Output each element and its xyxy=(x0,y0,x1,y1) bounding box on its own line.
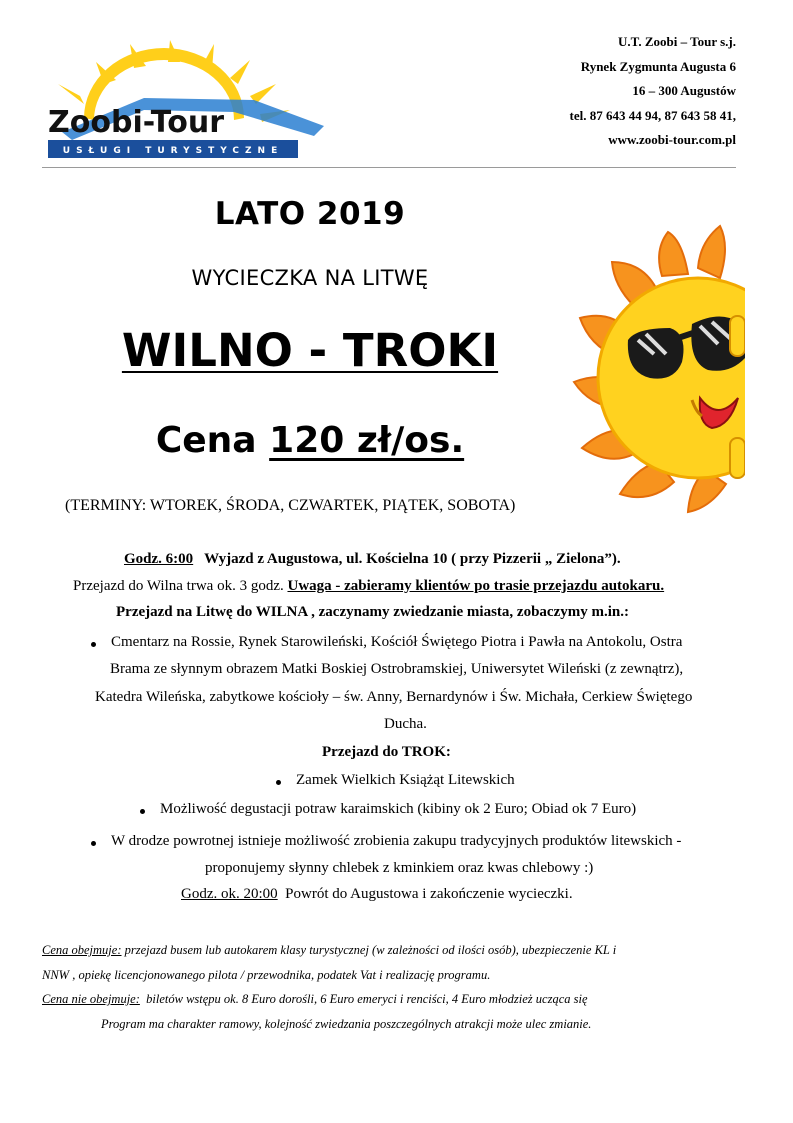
price-includes-line-1 xyxy=(42,943,616,958)
shopping-line-2: proponujemy słynny chlebek z kminkiem oraz kwas chlebowy :) xyxy=(205,860,594,876)
logo-subtext: USŁUGI TURYSTYCZNE xyxy=(62,146,284,156)
vilnius-sights-line-1: Cmentarz na Rossie, Rynek Starowileński, Kościół Świętego Piotra i Pawła na Antokolu, Ostra xyxy=(111,634,683,650)
company-street: Rynek Zygmunta Augusta 6 xyxy=(580,58,736,74)
departure-line xyxy=(124,551,621,568)
trip-dates: (TERMINY: WTOREK, ŚRODA, CZWARTEK, PIĄTEK, SOBOTA) xyxy=(65,497,516,514)
price-includes-label: Cena obejmuje: xyxy=(42,943,122,957)
price-includes-line-2: NNW , opiekę licencjonowanego pilota / przewodnika, podatek Vat i realizację programu. xyxy=(42,968,491,982)
header-divider xyxy=(42,167,736,168)
price-excludes-text: biletów wstępu ok. 8 Euro dorośli, 6 Euro emeryci i renciści, 4 Euro młodzież ucząca się xyxy=(146,992,588,1006)
vilnius-sights-line-3: Katedra Wileńska, zabytkowe kościoły – św. Anny, Bernardynów i Św. Michała, Cerkiew Świętego xyxy=(95,689,693,705)
list-item-shopping xyxy=(111,833,681,850)
vilnius-sights-line-2: Brama ze słynnym obrazem Matki Boskiej Ostrobramskiej, Uniwersytet Wileński (z zewnątrz), xyxy=(110,661,684,677)
company-address xyxy=(570,30,736,153)
price-line xyxy=(0,420,620,461)
company-name: U.T. Zoobi – Tour s.j. xyxy=(617,34,736,49)
season-title: LATO 2019 xyxy=(214,196,406,232)
company-logo xyxy=(44,40,340,162)
transfer-line xyxy=(73,578,664,595)
return-line xyxy=(181,886,573,903)
company-website[interactable]: www.zoobi-tour.com.pl xyxy=(608,132,736,148)
shopping-line-1: W drodze powrotnej istnieje możliwość zrobienia zakupu tradycyjnych produktów litewskich - xyxy=(111,833,682,849)
price-excludes-line xyxy=(42,992,588,1007)
destination-title xyxy=(0,324,620,377)
list-item-karaim-food xyxy=(160,801,636,818)
return-time: Godz. ok. 20:00 xyxy=(181,886,278,902)
transfer-note: Uwaga - zabieramy klientów po trasie przejazdu autokaru. xyxy=(287,578,665,594)
trakai-castle-text: Zamek Wielkich Książąt Litewskich xyxy=(296,772,515,788)
transfer-text: Przejazd do Wilna trwa ok. 3 godz. xyxy=(73,578,284,594)
vilnius-intro: Przejazd na Litwę do WILNA , zaczynamy zwiedzanie miasta, zobaczymy m.in.: xyxy=(116,604,629,620)
company-phone: tel. 87 643 44 94, 87 643 58 41, xyxy=(569,107,736,123)
list-item-vilnius-sights xyxy=(111,634,682,651)
karaim-food-text: Możliwość degustacji potraw karaimskich (kibiny ok 2 Euro; Obiad ok 7 Euro) xyxy=(160,801,637,817)
vilnius-sights-line-4: Ducha. xyxy=(384,716,427,732)
logo-text: Zoobi-Tour xyxy=(48,105,225,140)
price-value: 120 zł/os. xyxy=(269,420,465,461)
price-label: Cena xyxy=(155,420,257,461)
program-disclaimer: Program ma charakter ramowy, kolejność zwiedzania poszczególnych atrakcji może ulec zmianie. xyxy=(101,1017,592,1031)
company-city: 16 – 300 Augustów xyxy=(632,83,736,99)
trakai-intro: Przejazd do TROK: xyxy=(322,744,451,760)
departure-time: Godz. 6:00 xyxy=(124,551,194,567)
departure-text: Wyjazd z Augustowa, ul. Kościelna 10 ( przy Pizzerii „ Zielona”). xyxy=(204,551,621,567)
return-text: Powrót do Augustowa i zakończenie wycieczki. xyxy=(285,886,573,902)
logo-graphic xyxy=(44,40,340,162)
list-item-trakai-castle xyxy=(296,772,515,789)
destination-text: WILNO - TROKI xyxy=(121,324,499,377)
price-includes-text: przejazd busem lub autokarem klasy turystycznej (w zależności od ilości osób), ubezpieczenie KL i xyxy=(124,943,617,957)
price-excludes-label: Cena nie obejmuje: xyxy=(42,992,140,1006)
trip-type-subtitle: WYCIECZKA NA LITWĘ xyxy=(191,266,429,290)
